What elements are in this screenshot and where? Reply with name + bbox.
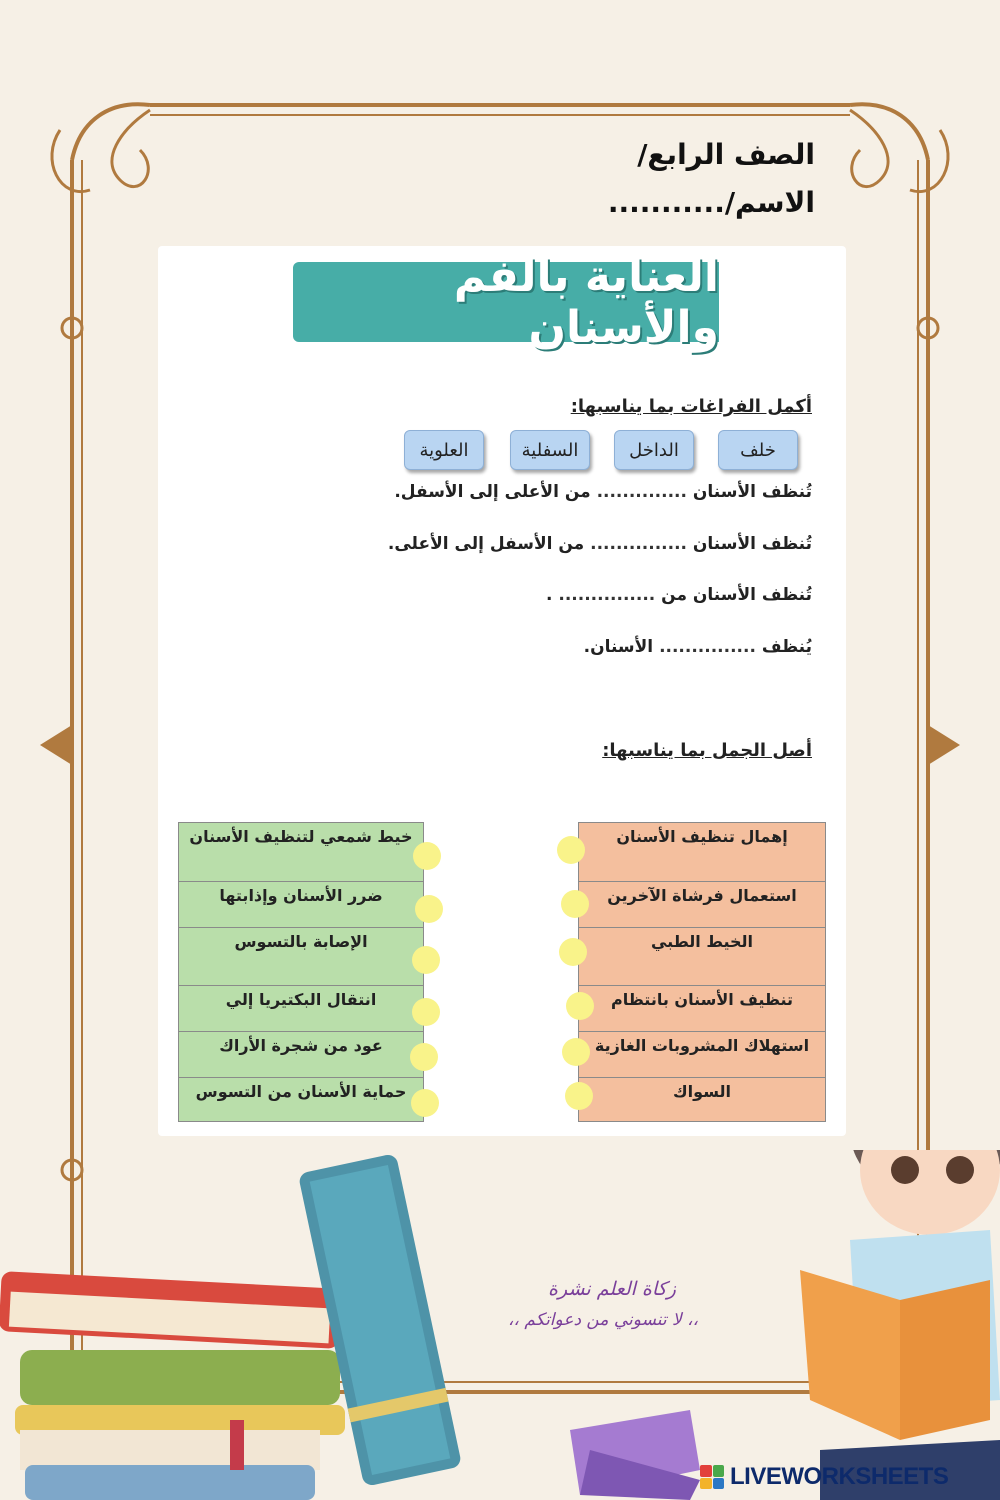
footer-line-1: زكاة العلم نشرة bbox=[548, 1278, 676, 1300]
sentence-3-after: . bbox=[545, 585, 553, 605]
word-chip-2[interactable]: الداخل bbox=[614, 430, 694, 470]
right-dot-2[interactable] bbox=[561, 890, 589, 918]
sentence-3 bbox=[546, 585, 812, 605]
sentence-4-before: يُنظف bbox=[761, 637, 812, 657]
left-dot-4[interactable] bbox=[412, 998, 440, 1026]
left-item-5: عود من شجرة الأراك bbox=[179, 1031, 423, 1077]
sentence-2-blank[interactable]: ............... bbox=[590, 534, 687, 554]
left-dot-5[interactable] bbox=[410, 1043, 438, 1071]
left-item-3: الإصابة بالتسوس bbox=[179, 927, 423, 985]
sentence-2 bbox=[388, 534, 812, 554]
footer-line-2: ،، لا تنسوني من دعواتكم ،، bbox=[508, 1310, 699, 1330]
sentence-1 bbox=[394, 482, 812, 502]
right-item-2: استعمال فرشاة الآخرين bbox=[579, 881, 825, 927]
right-item-5: استهلاك المشروبات الغازية bbox=[579, 1031, 825, 1077]
matching-heading: أصل الجمل بما يناسبها: bbox=[602, 740, 812, 761]
word-chip-4[interactable]: العلوية bbox=[404, 430, 484, 470]
left-item-1: خيط شمعي لتنظيف الأسنان bbox=[189, 827, 413, 846]
left-item-2: ضرر الأسنان وإذابتها bbox=[179, 881, 423, 927]
word-chip-1[interactable]: خلف bbox=[718, 430, 798, 470]
right-item-3: الخيط الطبي bbox=[579, 927, 825, 985]
matching-right-column bbox=[578, 822, 826, 1122]
sentence-1-after: من الأعلى إلى الأسفل. bbox=[394, 482, 591, 502]
sentence-4 bbox=[584, 637, 812, 657]
name-field-label: الاسم/........... bbox=[607, 186, 815, 219]
sentence-3-before: تُنظف الأسنان من bbox=[661, 585, 812, 605]
book-stack-illustration bbox=[0, 1271, 345, 1500]
sentence-2-after: من الأسفل إلى الأعلى. bbox=[387, 534, 585, 554]
sentence-1-before: تُنظف الأسنان bbox=[692, 482, 812, 502]
left-dot-6[interactable] bbox=[411, 1089, 439, 1117]
sentence-2-before: تُنظف الأسنان bbox=[692, 534, 812, 554]
liveworksheets-watermark[interactable] bbox=[700, 1462, 948, 1492]
sentence-3-blank[interactable]: ............... bbox=[558, 585, 656, 605]
sentence-4-after: الأسنان. bbox=[583, 637, 654, 657]
left-dot-2[interactable] bbox=[415, 895, 443, 923]
right-dot-6[interactable] bbox=[565, 1082, 593, 1110]
sentence-4-blank[interactable]: ............... bbox=[659, 637, 756, 657]
grade-label: الصف الرابع/ bbox=[637, 138, 815, 171]
page-title: العناية بالفم والأسنان bbox=[293, 262, 719, 342]
right-dot-5[interactable] bbox=[562, 1038, 590, 1066]
left-item-6: حماية الأسنان من التسوس bbox=[179, 1077, 423, 1121]
left-dot-3[interactable] bbox=[412, 946, 440, 974]
right-item-1: إهمال تنظيف الأسنان bbox=[616, 827, 788, 846]
sentence-1-blank[interactable]: .............. bbox=[596, 482, 687, 502]
right-dot-1[interactable] bbox=[557, 836, 585, 864]
decorative-illustrations bbox=[0, 1150, 1000, 1500]
right-dot-4[interactable] bbox=[566, 992, 594, 1020]
left-item-4: انتقال البكتيريا إلي bbox=[179, 985, 423, 1031]
left-dot-1[interactable] bbox=[413, 842, 441, 870]
word-chip-3[interactable]: السفلية bbox=[510, 430, 590, 470]
matching-left-column bbox=[178, 822, 424, 1122]
right-dot-3[interactable] bbox=[559, 938, 587, 966]
watermark-text: LIVEWORKSHEETS bbox=[730, 1463, 949, 1490]
fill-blanks-heading: أكمل الفراغات بما يناسبها: bbox=[570, 396, 812, 417]
right-item-4: تنظيف الأسنان بانتظام bbox=[579, 985, 825, 1031]
right-item-6: السواك bbox=[579, 1077, 825, 1121]
liveworksheets-logo-icon bbox=[700, 1465, 724, 1489]
